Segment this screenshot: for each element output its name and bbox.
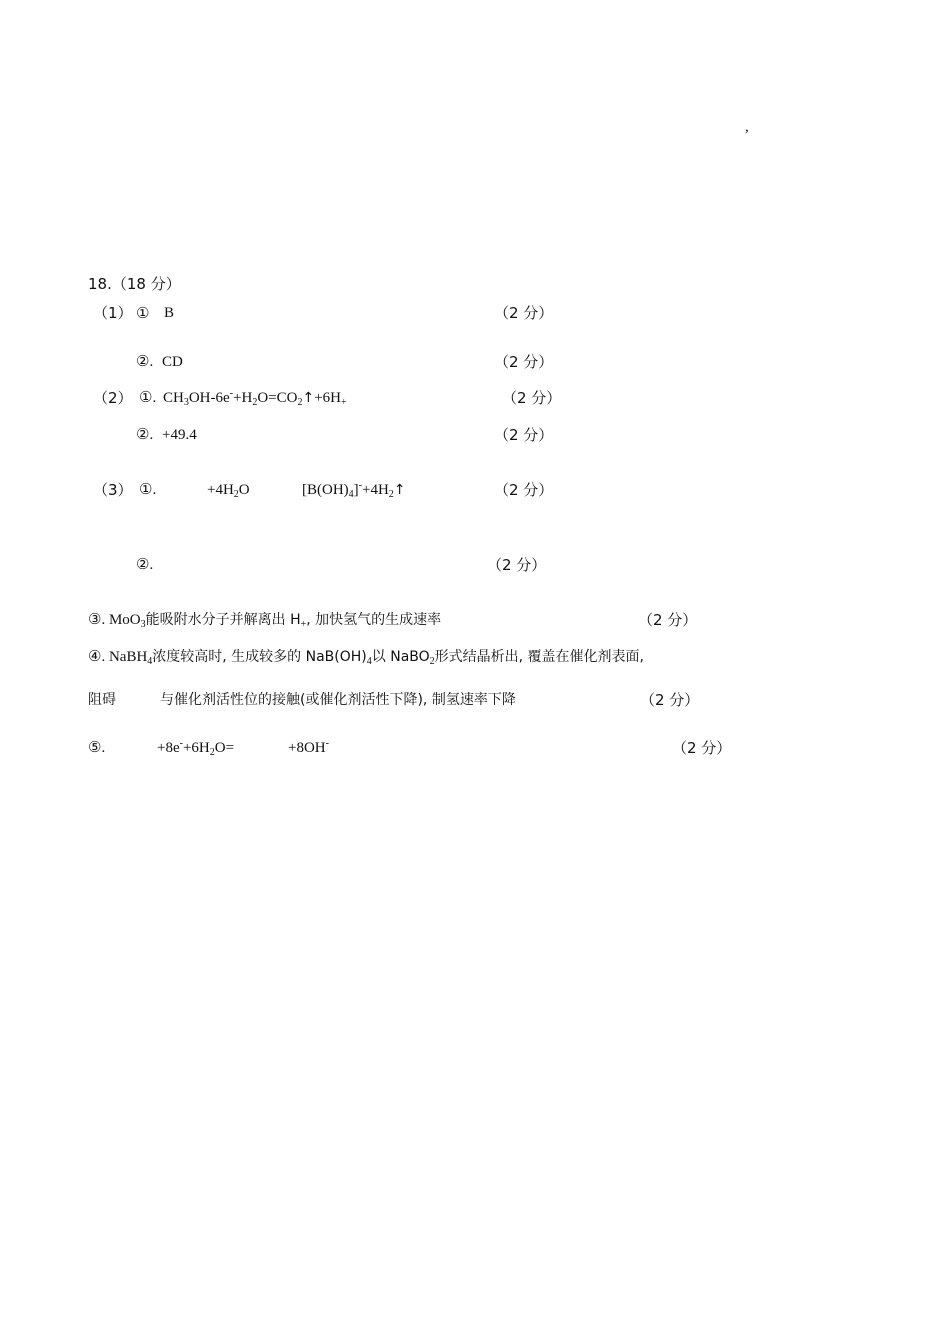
q2-item1-equation: $CH_3OH-6e^-+H_2O=CO_2↑+6H_+$ bbox=[163, 388, 347, 408]
q3-item5-equation-right: +8OH- bbox=[288, 738, 329, 756]
q3-item3: ③. MoO$_3$能吸附水分子并解离出 $H_+$, 加快氢气的生成速率 bbox=[88, 612, 442, 630]
q1-item1-score: （2 分） bbox=[494, 304, 554, 322]
q3-item1-reactant: $+4H_2O$ bbox=[207, 482, 250, 500]
q3-item1-number: ①. bbox=[139, 482, 157, 498]
q3-item4-line2-rest: 与催化剂活性位的接触(或催化剂活性下降), 制氢速率下降 bbox=[160, 692, 516, 708]
q3-item5-score: （2 分） bbox=[672, 739, 732, 757]
up-arrow-icon: ↑ bbox=[302, 390, 315, 406]
question-heading: 18.（18 分） bbox=[88, 275, 181, 293]
q1-item2-score: （2 分） bbox=[494, 353, 554, 371]
q1-item1-number: ① bbox=[136, 304, 150, 322]
q1-label: （1） bbox=[93, 304, 133, 322]
q3-item1-product: $[B(OH)_4]^-+4H_2↑$ bbox=[302, 480, 406, 500]
q2-label: （2） bbox=[93, 389, 133, 407]
q2-item2-score: （2 分） bbox=[494, 426, 554, 444]
q3-label: （3） bbox=[93, 481, 133, 499]
q3-item5-number: ⑤. bbox=[88, 740, 106, 756]
q1-item2-answer: CD bbox=[162, 354, 183, 370]
stray-mark: , bbox=[745, 119, 749, 135]
q3-item4-line1: ④. NaBH$_4$浓度较高时, 生成较多的 $NaB(OH)_4$以 NaBO$_2$形式结晶析出, 覆盖在催化剂表面, bbox=[88, 649, 645, 667]
q3-item2-score: （2 分） bbox=[487, 556, 547, 574]
q3-item5-equation-left: $+8e^-+6H_2O=$ bbox=[157, 738, 235, 758]
q1-item2-number: ②. bbox=[136, 354, 154, 370]
q3-item4-line2-start: 阻碍 bbox=[88, 692, 116, 708]
q2-item1-score: （2 分） bbox=[502, 389, 562, 407]
q2-item2-number: ②. bbox=[136, 427, 154, 443]
q3-item3-score: （2 分） bbox=[638, 611, 698, 629]
q2-item2-answer: +49.4 bbox=[162, 427, 197, 443]
q1-item1-answer: B bbox=[164, 305, 175, 321]
up-arrow-icon: ↑ bbox=[393, 482, 406, 498]
q3-item4-score: （2 分） bbox=[640, 691, 700, 709]
q3-item1-score: （2 分） bbox=[494, 481, 554, 499]
q2-item1-number: ①. bbox=[139, 390, 157, 406]
q3-item2-number: ②. bbox=[136, 557, 154, 573]
